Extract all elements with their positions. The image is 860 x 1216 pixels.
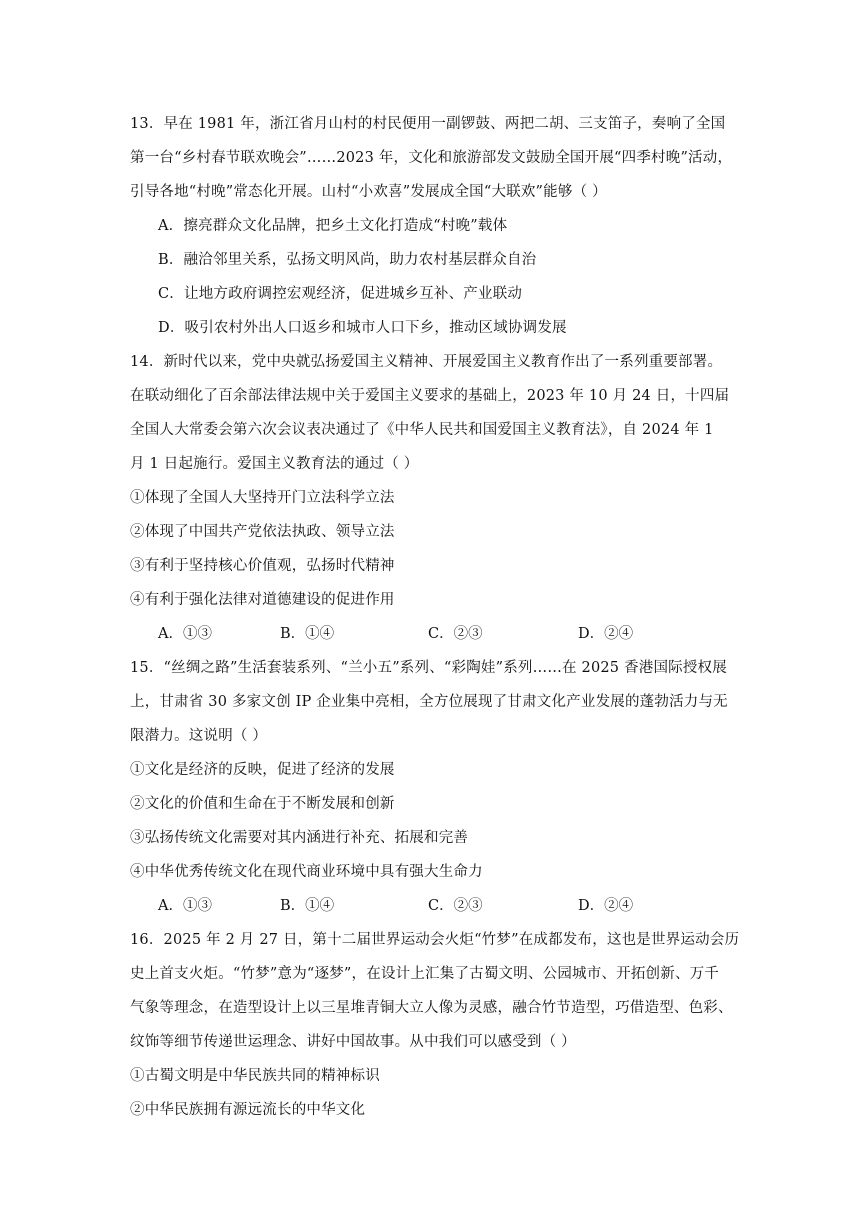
question-16-stem-line-1: 16．2025 年 2 月 27 日，第十二届世界运动会火炬“竹梦”在成都发布，这也是世界运动会历 (130, 932, 740, 948)
question-15-stem-line-1: 15．“丝绸之路”生活套装系列、“兰小五”系列、“彩陶娃”系列……在 2025 香港国际授权展 (130, 660, 727, 676)
question-15-choice-b: B．①④ (280, 898, 335, 914)
question-15-statement-2: ②文化的价值和生命在于不断发展和创新 (130, 796, 395, 812)
question-13-stem-line-1: 13．早在 1981 年，浙江省月山村的村民便用一副锣鼓、两把二胡、三支笛子，奏响了全国 (130, 116, 726, 132)
question-13-stem-line-3: 引导各地“村晚”常态化开展。山村“小欢喜”发展成全国“大联欢”能够（ ） (130, 184, 607, 200)
question-14-statement-3: ③有利于坚持核心价值观，弘扬时代精神 (130, 558, 395, 574)
question-13-option-a: A．擦亮群众文化品牌，把乡土文化打造成“村晚”载体 (158, 218, 508, 234)
question-15-statement-1: ①文化是经济的反映，促进了经济的发展 (130, 762, 395, 778)
question-15-stem-line-3: 限潜力。这说明（ ） (130, 728, 268, 744)
question-15-stem-line-2: 上，甘肃省 30 多家文创 IP 企业集中亮相，全方位展现了甘肃文化产业发展的蓬勃活力与无 (130, 694, 728, 710)
question-15-choice-a: A．①③ (158, 898, 212, 914)
question-16-stem-line-4: 纹饰等细节传递世运理念、讲好中国故事。从中我们可以感受到（ ） (130, 1034, 576, 1050)
question-14-choice-c: C．②③ (428, 626, 483, 642)
question-14-stem-line-2: 在联动细化了百余部法律法规中关于爱国主义要求的基础上，2023 年 10 月 24 日，十四届 (130, 388, 730, 404)
question-13-option-d: D．吸引农村外出人口返乡和城市人口下乡，推动区域协调发展 (158, 320, 567, 336)
question-14-statement-1: ①体现了全国人大坚持开门立法科学立法 (130, 490, 395, 506)
question-13-stem-line-2: 第一台“乡村春节联欢晚会”……2023 年，文化和旅游部发文鼓励全国开展“四季村晚”活动， (130, 150, 733, 166)
question-16-statement-2: ②中华民族拥有源远流长的中华文化 (130, 1102, 366, 1118)
question-14-choice-d: D．②④ (578, 626, 634, 642)
question-14-statement-2: ②体现了中国共产党依法执政、领导立法 (130, 524, 395, 540)
question-15-statement-4: ④中华优秀传统文化在现代商业环境中具有强大生命力 (130, 864, 483, 880)
question-15-statement-3: ③弘扬传统文化需要对其内涵进行补充、拓展和完善 (130, 830, 469, 846)
question-16-statement-1: ①古蜀文明是中华民族共同的精神标识 (130, 1068, 380, 1084)
question-14-stem-line-1: 14．新时代以来，党中央就弘扬爱国主义精神、开展爱国主义教育作出了一系列重要部署。 (130, 354, 723, 370)
question-13-option-c: C．让地方政府调控宏观经济，促进城乡互补、产业联动 (158, 286, 523, 302)
question-14-choice-a: A．①③ (158, 626, 212, 642)
question-16-stem-line-2: 史上首支火炬。“竹梦”意为“逐梦”，在设计上汇集了古蜀文明、公园城市、开拓创新、万千 (130, 966, 720, 982)
question-14-stem-line-3: 全国人大常委会第六次会议表决通过了《中华人民共和国爱国主义教育法》，自 2024 年 1 (130, 422, 714, 438)
question-16-stem-line-3: 气象等理念，在造型设计上以三星堆青铜大立人像为灵感，融合竹节造型，巧借造型、色彩、 (130, 1000, 733, 1016)
question-14-choice-b: B．①④ (280, 626, 335, 642)
question-15-choice-c: C．②③ (428, 898, 483, 914)
question-14-stem-line-4: 月 1 日起施行。爱国主义教育法的通过（ ） (130, 456, 419, 472)
question-15-choice-d: D．②④ (578, 898, 634, 914)
question-13-option-b: B．融洽邻里关系，弘扬文明风尚，助力农村基层群众自治 (158, 252, 537, 268)
question-14-statement-4: ④有利于强化法律对道德建设的促进作用 (130, 592, 395, 608)
